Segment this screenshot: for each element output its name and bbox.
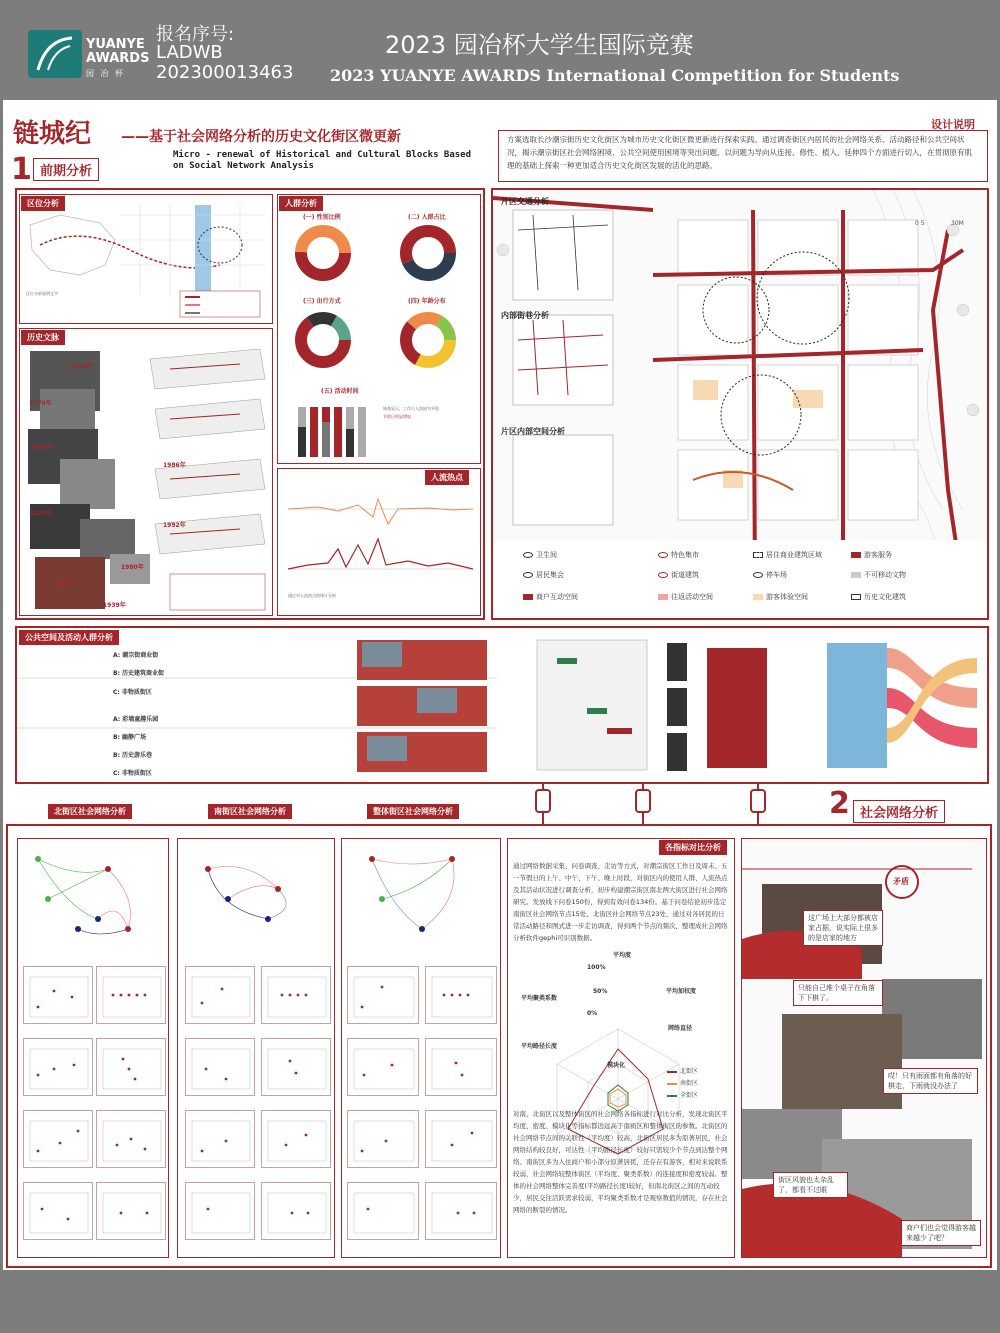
location-map [20,195,272,323]
poster-main-title: 链城纪 [13,119,92,149]
legend-item: 居民集会 [523,570,564,580]
section-1-number: 1 [11,152,32,187]
svg-text:区位分析说明文字: 区位分析说明文字 [26,291,58,296]
speech-bubble: 哎！只有雨面都有角落的好棋走，下雨就没办法了 [883,1068,978,1094]
north-network-tag: 北街区社会网络分析 [48,804,132,819]
public-space-content [17,628,987,782]
scale-zero: 0 5 [915,220,925,227]
speech-bubble: 商户们也会觉得游客越来越少了吧？ [901,1220,981,1246]
svg-text:调查显示，工作日人流较为平稳: 调查显示，工作日人流较为平稳 [383,406,439,411]
history-year: 1986年 [163,462,186,469]
history-year: 1992年 [163,522,186,529]
distribution-chart [23,1182,93,1240]
flow-tag: 人流热点 [425,470,469,485]
radar-percent: 100% [587,964,606,971]
distribution-chart [185,1182,255,1240]
distribution-chart [425,966,497,1024]
crowd-tag: 人群分析 [279,196,323,211]
distribution-chart [96,1110,166,1168]
distribution-chart [185,966,255,1024]
distribution-chart [23,966,93,1024]
public-row-label: A: 潮宗街商业街 [113,652,159,659]
radar-legend: 全街区 [667,1090,698,1099]
radar-percent: 0% [587,1010,598,1017]
svg-text:节假日明显增加: 节假日明显增加 [383,414,411,419]
history-panel [19,328,273,616]
distribution-chart [425,1110,497,1168]
history-year: 1937年 [53,580,76,587]
comparison-text: 对南、北街区以及整体街区的社会网络各指标进行对比分析，发现北街区平均度、密度、模块化等指标都远远高于南街区和整体街区的参数。北街区的社会网络节点间的关联性（平均度）较高，北街区居民多为原著居民，社会网络结构较良好，可达性（平均路径长度）较好只需较少个节点到达整个网络。南街区多为入住商户和小部分原著居民，还存在有游客，相对来说联系较弱，社会网络较整体街区（平均度、聚类系数）的连接度和密度较弱。整体的社会网络整体完善度(平均路径长度)较好，但南北街区之间的互动较少，居民交往活跃需求较弱，平均聚类系数才是观察数值的情况，存在社会网络的断裂的情况。 [513,1110,728,1214]
history-collage [20,329,272,615]
distribution-chart [347,1110,419,1168]
legend-item: 特色集市 [658,550,699,560]
radar-percent: 50% [593,988,608,995]
network-method-text: 通过网络数据采集、问卷调查、走访等方式，对潮宗街区工作日及周末、五一节假日的上午、中午、下午、晚上时段，对街区内的使用人群、人流热点及其活动状况进行调查分析，初步构建潮宗街区南北两大街区进行社会网络研究。发放线下问卷150份，得到有效问卷134份。基于问卷结论初步选定南街区社会网络节点15处、北街区社会网络节点23处，通过对各居民的日常活动路径和图式进一步走访调查，得到两个节点的频次，整理成社会网络分析软件gephi可识别数据。 [513,862,728,942]
legend-item: 街道建筑 [658,570,699,580]
distribution-chart [425,1182,497,1240]
index-comparison-tag: 各指标对比分析 [659,840,727,855]
distribution-chart [261,1038,331,1096]
radar-legend: 南街区 [667,1078,698,1087]
flow-panel [277,468,481,616]
legend-item: 商户互动空间 [523,592,578,602]
crowd-chart-title: (五) 活动时间 [321,388,359,395]
crowd-charts [278,195,480,463]
public-row-label: B: 历史建筑商业街 [113,670,165,677]
logo-cn-text: 园 冶 杯 [86,69,126,78]
traffic-analysis-label: 片区交通分析 [501,197,549,206]
header [0,0,1000,98]
section-2-label: 社会网络分析 [853,800,945,823]
radar-axis-label: 平均聚类系数 [521,995,558,1002]
public-row-label: A: 彩墙童趣乐园 [113,716,159,723]
parking-icon [753,572,763,578]
distribution-chart [23,1110,93,1168]
whole-network-tag: 整体街区社会网络分析 [367,804,459,819]
registration-label: 报名序号: [156,24,235,45]
frame-connectors [523,784,793,824]
flow-charts [278,469,480,615]
building-icon [658,572,668,578]
speech-bubble: 街区风貌也太杂乱了，都看不过眼 [773,1172,848,1198]
legend-item: 往返活动空间 [658,592,713,602]
public-row-label: B: 历史游乐巷 [113,752,153,759]
public-row-label: B: 幽静广场 [113,734,147,741]
street-analysis-label: 内部街巷分析 [501,311,549,320]
distribution-chart [185,1038,255,1096]
legend-item: 游客体验空间 [753,592,808,602]
distribution-chart [261,1110,331,1168]
radar-axis-label: 平均加权度 [666,988,697,995]
distribution-chart [261,1182,331,1240]
radar-axis-label: 平均路径长度 [521,1043,558,1050]
space-analysis-label: 片区内部空间分析 [501,427,565,436]
legend-item: 居住商业建筑区域 [753,550,822,560]
distribution-chart [96,1038,166,1096]
crowd-chart-title: (三) 出行方式 [303,298,341,305]
radar-axis-label: 模块化 [607,1062,626,1069]
radar-legend: 北街区 [667,1066,698,1075]
speech-bubble: 只能自己堆个桌子在角落下下棋了。 [793,980,883,1006]
distribution-chart [425,1038,497,1096]
legend-item: 游客服务 [851,550,892,560]
crowd-chart-title: (一) 性别比例 [303,214,341,221]
footer-band [0,1270,1000,1333]
history-year: 1770年 [29,400,52,407]
radar-axis-label: 网络直径 [668,1025,693,1032]
history-year: 1880年 [31,444,54,451]
location-panel [19,194,273,324]
distribution-chart [96,966,166,1024]
logo-text: YUANYE AWARDS [86,37,150,66]
distribution-chart [347,966,419,1024]
site-plan-frame [491,188,989,620]
svg-text:通过对人流热点的统计分析: 通过对人流热点的统计分析 [288,593,336,598]
radar-axis-label: 平均度 [613,952,632,959]
history-year: 1920年 [29,510,52,517]
distribution-chart [23,1038,93,1096]
public-row-label: C: 非物质街区 [113,689,152,696]
crowd-chart-title: (二) 人群占比 [408,214,446,221]
distribution-chart [261,966,331,1024]
design-description-label: 设计说明 [931,118,975,131]
toilet-icon [523,552,533,558]
legend-item: 历史文化建筑 [851,592,906,602]
history-tag: 历史文脉 [21,330,65,345]
south-network-tag: 南街区社会网络分析 [208,804,292,819]
gathering-icon [523,572,533,578]
location-tag: 区位分析 [21,196,65,211]
legend-item: 卫生间 [523,550,557,560]
distribution-chart [185,1110,255,1168]
distribution-chart [347,1038,419,1096]
design-description-text: 方案选取长沙潮宗街历史文化街区为城市历史文化街区微更新进行探索实践。通过调查街区内居民的社会网络关系、活动路径和公共空间状况，揭示潮宗街区社会网络困境、公共空间使用困境等突出问题，以问题为导向从连接、修性、植入、延伸四个方面进行切入，在贯彻原有肌理的基础上探索一种更加适合历史文化街区发展的活化的思路。 [498,130,988,182]
distribution-chart [96,1182,166,1240]
contradiction-label: 矛盾 [893,877,909,886]
history-year: 1630年 [71,363,94,370]
scale-bar-label: 30M [951,220,964,227]
crowd-chart-title: (四) 年龄分布 [408,298,446,305]
public-space-tag: 公共空间及活动人群分析 [19,630,119,645]
legend-item: 停车场 [753,570,787,580]
registration-number: 202300013463 [156,62,294,83]
public-space-frame [15,626,989,784]
distribution-chart [347,1182,419,1240]
competition-title-en: 2023 YUANYE AWARDS International Competition for Students [330,66,900,85]
section-2-number: 2 [829,786,850,821]
public-row-label: C: 非物质街区 [113,770,152,777]
history-year: 1980年 [121,564,144,571]
poster-sub-title: ——基于社会网络分析的历史文化街区微更新 [121,129,401,145]
site-plan [493,190,987,618]
poster [3,100,997,1270]
crowd-panel [277,194,481,464]
market-icon [658,552,668,558]
competition-title-cn: 2023 园冶杯大学生国际竞赛 [385,31,694,59]
poster-english-subtitle: Micro - renewal of Historical and Cultural Blocks Based on Social Network Analysis [173,150,472,171]
speech-bubble: 这广场上大部分都被店家占据，说实际上很多的是店家的地方 [803,910,883,946]
history-year: 1939年 [103,602,126,609]
registration-code: LADWB [156,42,223,63]
legend-item: 不可移动文物 [851,570,906,580]
yuanye-logo [28,30,82,78]
section-1-label: 前期分析 [33,158,99,181]
